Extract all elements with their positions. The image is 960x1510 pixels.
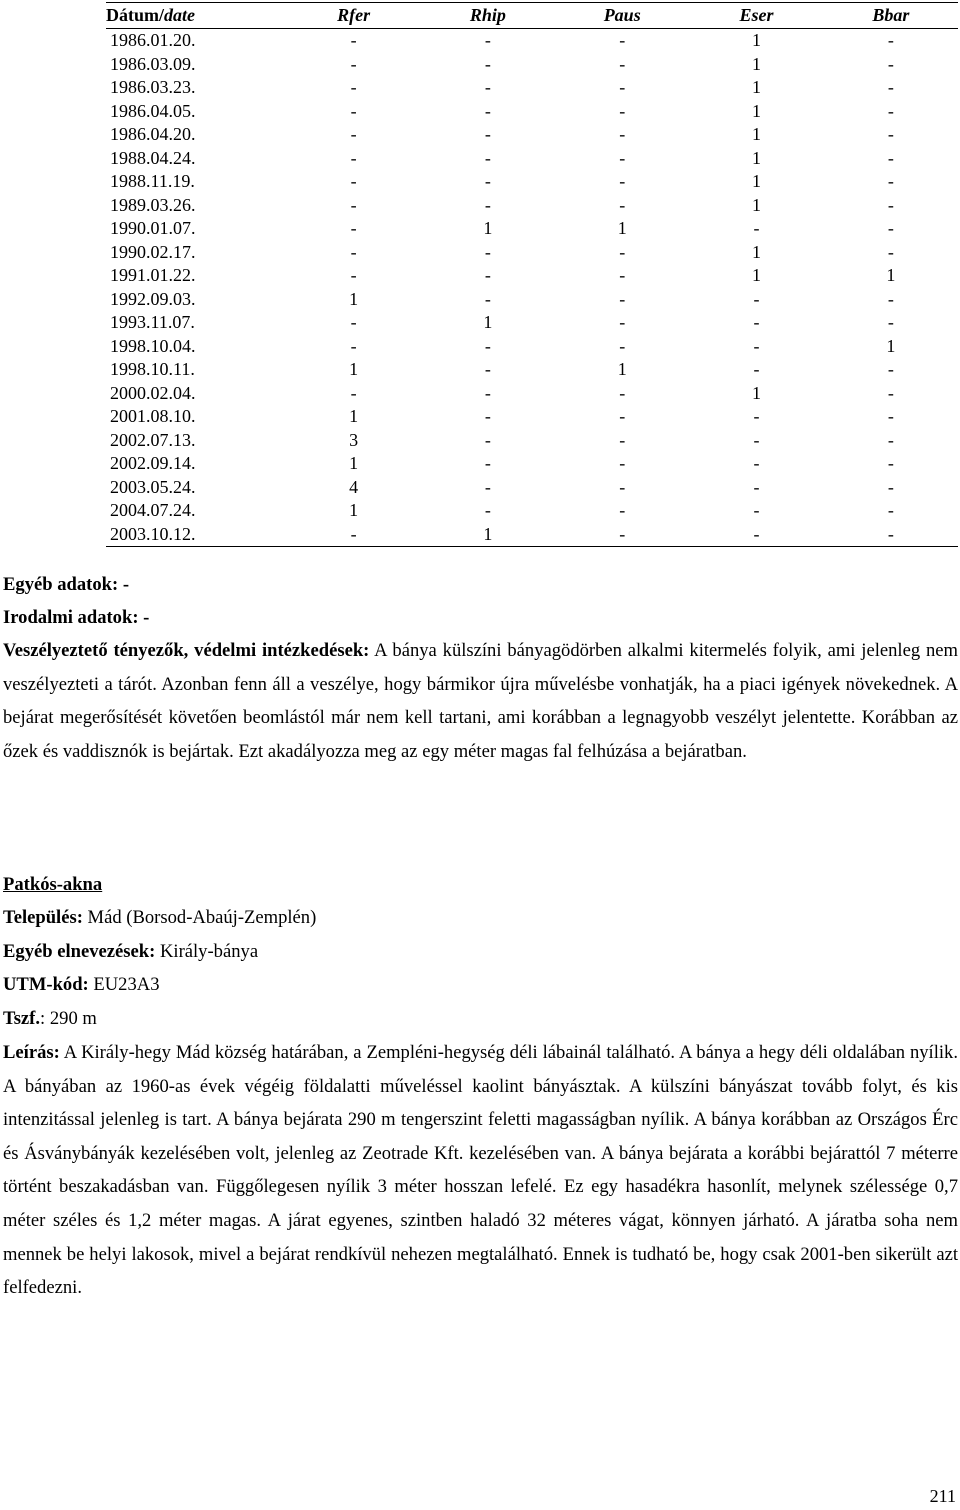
count-cell: 1 <box>349 288 359 309</box>
other-data-line <box>3 568 129 602</box>
header-rfer: Rfer <box>286 3 420 29</box>
literature-line <box>3 601 149 635</box>
count-cell: - <box>484 100 491 121</box>
table-row <box>106 170 958 194</box>
count-cell: 1 <box>752 147 762 168</box>
date-cell: 1986.03.09. <box>110 53 196 74</box>
count-cell: - <box>484 265 491 285</box>
site-name: Patkós-akna <box>3 874 103 895</box>
count-cell: 1 <box>349 406 359 426</box>
count-cell: - <box>350 100 357 121</box>
date-cell: 2000.02.04. <box>110 382 196 403</box>
count-cell: - <box>350 124 357 144</box>
date-cell: 1986.01.20. <box>110 30 196 50</box>
altitude-value: : 290 m <box>40 1008 97 1029</box>
table-row <box>106 405 958 429</box>
count-cell: - <box>619 453 626 473</box>
description-label: Leírás: <box>3 1042 60 1063</box>
table-row <box>106 147 958 171</box>
count-cell: - <box>350 265 357 285</box>
date-cell: 2004.07.24. <box>110 500 196 520</box>
count-cell: - <box>619 53 626 74</box>
count-cell: 1 <box>752 30 762 50</box>
count-cell: - <box>887 429 894 450</box>
date-cell: 1988.04.24. <box>110 147 196 168</box>
alt-names-label: Egyéb elnevezések: <box>3 941 156 962</box>
settlement-label: Település: <box>3 907 83 928</box>
date-cell: 2002.07.13. <box>110 429 196 450</box>
header-bbar: Bbar <box>824 3 958 29</box>
header-paus: Paus <box>555 3 689 29</box>
table-row <box>106 76 958 100</box>
count-cell: 1 <box>421 523 555 547</box>
count-cell: - <box>619 265 626 285</box>
date-cell: 2001.08.10. <box>110 406 196 426</box>
table-row <box>106 311 958 335</box>
count-cell: - <box>350 335 357 356</box>
count-cell: - <box>350 218 357 238</box>
count-cell: - <box>619 406 626 426</box>
count-cell: - <box>484 241 491 262</box>
table-row <box>106 382 958 406</box>
utm-label: UTM-kód: <box>3 974 89 995</box>
count-cell: 1 <box>752 124 762 144</box>
count-cell: - <box>555 523 689 547</box>
count-cell: - <box>484 406 491 426</box>
count-cell: - <box>619 77 626 97</box>
count-cell: 1 <box>886 265 896 285</box>
count-cell: - <box>753 335 760 356</box>
table-row <box>106 53 958 77</box>
count-cell: - <box>619 30 626 50</box>
count-cell: 1 <box>752 241 762 262</box>
count-cell: - <box>887 100 894 121</box>
alt-names-line <box>3 935 258 969</box>
date-cell: 2002.09.14. <box>110 453 196 473</box>
count-cell: - <box>887 53 894 74</box>
count-cell: - <box>619 241 626 262</box>
count-cell: - <box>484 382 491 403</box>
date-cell: 1998.10.04. <box>110 335 196 356</box>
count-cell: - <box>350 30 357 50</box>
table-row <box>106 429 958 453</box>
count-cell: 1 <box>349 500 359 520</box>
other-data-value: - <box>118 574 130 595</box>
other-data-label: Egyéb adatok: <box>3 574 119 595</box>
description-text: A Király-hegy Mád község határában, a Zempléni-hegység déli lábainál található. A bánya a hegy déli oldalában nyílik. A bányában az 1960-as évek végéig földalatti műveléssel kaolint bányásztak. A külszíni bányászat tovább folyt, és kis intenzitással jelenleg is tart. A bánya bejárata 290 m tengerszint feletti magasságban nyílik. A bánya korábban az Országos Érc és Ásványbányák kezelésében volt, jelenleg az Zeotrade Kft. kezelésében van. A bánya bejárata a korábbi bejárattól 7 méterre történt beszakadásban van. Függőlegesen nyílik 3 méter hosszan lefelé. Ez egy hasadékra hasonlít, melynek szélessége 0,7 méter széles és 1,2 méter magas. A járat egyenes, szintben haladó 32 méteres vágat, könnyen járható. A járatba soha nem mennek be helyi lakosok, mivel a bejárat rendkívül nehezen megtalálható. Ennek is tudható be, hogy csak 2001-ben sikerült azt felfedezni. <box>3 1042 958 1299</box>
threats-text: A bánya külszíni bányagödörben alkalmi kitermelés folyik, ami jelenleg nem veszélyezteti a tárót. Azonban fenn áll a veszélye, hogy bármikor újra művelésbe vonhatják, ha a piaci igények növekednek. A bejárat megerősítését követően beomlástól már nem kell tartani, ami korábban a legnagyobb veszélyt jelentette. Korábban az őzek és vaddisznók is bejártak. Ezt akadályozza meg az egy méter magas fal felhúzása a bejáratban. <box>3 640 958 762</box>
count-cell: - <box>887 406 894 426</box>
date-cell: 1993.11.07. <box>110 312 195 332</box>
count-cell: - <box>753 453 760 473</box>
table-row <box>106 123 958 147</box>
count-cell: - <box>350 241 357 262</box>
count-cell: - <box>753 406 760 426</box>
date-cell: 2003.10.12. <box>106 523 286 547</box>
count-cell: - <box>484 429 491 450</box>
count-cell: - <box>887 500 894 520</box>
count-cell: - <box>887 30 894 50</box>
count-cell: - <box>619 476 626 497</box>
count-cell: - <box>484 171 491 191</box>
literature-label: Irodalmi adatok: <box>3 607 139 628</box>
count-cell: 1 <box>483 312 493 332</box>
count-cell: - <box>484 476 491 497</box>
utm-value: EU23A3 <box>88 974 160 995</box>
date-cell: 1990.02.17. <box>110 241 196 262</box>
count-cell: - <box>887 476 894 497</box>
count-cell: - <box>753 359 760 379</box>
count-cell: 1 <box>617 359 627 379</box>
count-cell: - <box>350 77 357 97</box>
count-cell: - <box>619 100 626 121</box>
count-cell: - <box>689 523 823 547</box>
table-row <box>106 288 958 312</box>
header-rhip: Rhip <box>421 3 555 29</box>
date-cell: 1988.11.19. <box>110 171 195 191</box>
threats-paragraph <box>3 634 958 768</box>
table-row <box>106 100 958 124</box>
count-cell: - <box>350 312 357 332</box>
count-cell: - <box>824 523 958 547</box>
count-cell: 1 <box>886 335 896 356</box>
count-cell: 1 <box>349 453 359 473</box>
count-cell: 1 <box>752 53 762 74</box>
header-eser: Eser <box>689 3 823 29</box>
table-row <box>106 264 958 288</box>
count-cell: - <box>484 288 491 309</box>
count-cell: - <box>484 77 491 97</box>
count-cell: 3 <box>349 429 359 450</box>
count-cell: - <box>619 335 626 356</box>
count-cell: 1 <box>483 218 493 238</box>
count-cell: - <box>887 218 894 238</box>
threats-label: Veszélyeztető tényezők, védelmi intézkedések: <box>3 640 370 661</box>
count-cell: - <box>753 218 760 238</box>
count-cell: 1 <box>752 77 762 97</box>
count-cell: - <box>753 288 760 309</box>
date-cell: 1998.10.11. <box>110 359 195 379</box>
count-cell: - <box>887 453 894 473</box>
table-row <box>106 335 958 359</box>
count-cell: - <box>619 429 626 450</box>
alt-names-value: Király-bánya <box>155 941 259 962</box>
count-cell: 4 <box>349 476 359 497</box>
table-header-row <box>106 3 958 29</box>
count-cell: 1 <box>752 100 762 121</box>
count-cell: - <box>484 335 491 356</box>
count-cell: - <box>619 382 626 403</box>
date-cell: 1989.03.26. <box>110 194 196 215</box>
utm-line <box>3 968 160 1002</box>
count-cell: - <box>484 30 491 50</box>
count-cell: - <box>887 77 894 97</box>
table-row <box>106 499 958 523</box>
count-cell: - <box>484 500 491 520</box>
count-cell: - <box>484 53 491 74</box>
table-row <box>106 217 958 241</box>
count-cell: - <box>753 500 760 520</box>
table-row <box>106 29 958 53</box>
count-cell: - <box>350 53 357 74</box>
table-row <box>106 241 958 265</box>
date-cell: 2003.05.24. <box>110 476 196 497</box>
table-row <box>106 476 958 500</box>
count-cell: - <box>619 312 626 332</box>
count-cell: - <box>887 171 894 191</box>
count-cell: - <box>753 429 760 450</box>
count-cell: - <box>887 382 894 403</box>
count-cell: - <box>619 171 626 191</box>
date-cell: 1986.04.05. <box>110 100 196 121</box>
count-cell: - <box>753 312 760 332</box>
count-cell: - <box>887 312 894 332</box>
settlement-value: Mád (Borsod-Abaúj-Zemplén) <box>82 907 317 928</box>
altitude-line <box>3 1002 97 1036</box>
count-cell: - <box>619 194 626 215</box>
count-cell: - <box>887 147 894 168</box>
count-cell: - <box>887 241 894 262</box>
date-cell: 1991.01.22. <box>110 265 196 285</box>
description-paragraph <box>3 1036 958 1305</box>
count-cell: - <box>619 147 626 168</box>
count-cell: - <box>887 288 894 309</box>
observation-table <box>106 2 958 547</box>
count-cell: 1 <box>617 218 627 238</box>
count-cell: 1 <box>752 265 762 285</box>
table-row <box>106 358 958 382</box>
altitude-label: Tszf. <box>3 1008 41 1029</box>
count-cell: - <box>619 288 626 309</box>
count-cell: - <box>350 171 357 191</box>
count-cell: - <box>887 124 894 144</box>
date-cell: 1986.03.23. <box>110 77 196 97</box>
count-cell: - <box>484 359 491 379</box>
date-cell: 1986.04.20. <box>110 124 196 144</box>
table-row <box>106 194 958 218</box>
count-cell: 1 <box>752 382 762 403</box>
count-cell: - <box>887 359 894 379</box>
count-cell: - <box>286 523 420 547</box>
count-cell: - <box>753 476 760 497</box>
header-date: Dátum/date <box>106 3 286 29</box>
count-cell: 1 <box>752 194 762 215</box>
date-cell: 1992.09.03. <box>110 288 196 309</box>
count-cell: - <box>619 500 626 520</box>
table-row <box>106 452 958 476</box>
count-cell: - <box>484 124 491 144</box>
settlement-line <box>3 901 316 935</box>
literature-value: - <box>138 607 150 628</box>
count-cell: - <box>619 124 626 144</box>
count-cell: - <box>350 194 357 215</box>
page-number: 211 <box>929 1486 956 1506</box>
count-cell: - <box>484 194 491 215</box>
table-body <box>106 29 958 547</box>
table-row <box>106 523 958 547</box>
count-cell: - <box>887 194 894 215</box>
count-cell: - <box>484 453 491 473</box>
count-cell: 1 <box>752 171 762 191</box>
count-cell: - <box>350 382 357 403</box>
count-cell: - <box>350 147 357 168</box>
count-cell: 1 <box>349 359 359 379</box>
count-cell: - <box>484 147 491 168</box>
date-cell: 1990.01.07. <box>110 218 196 238</box>
